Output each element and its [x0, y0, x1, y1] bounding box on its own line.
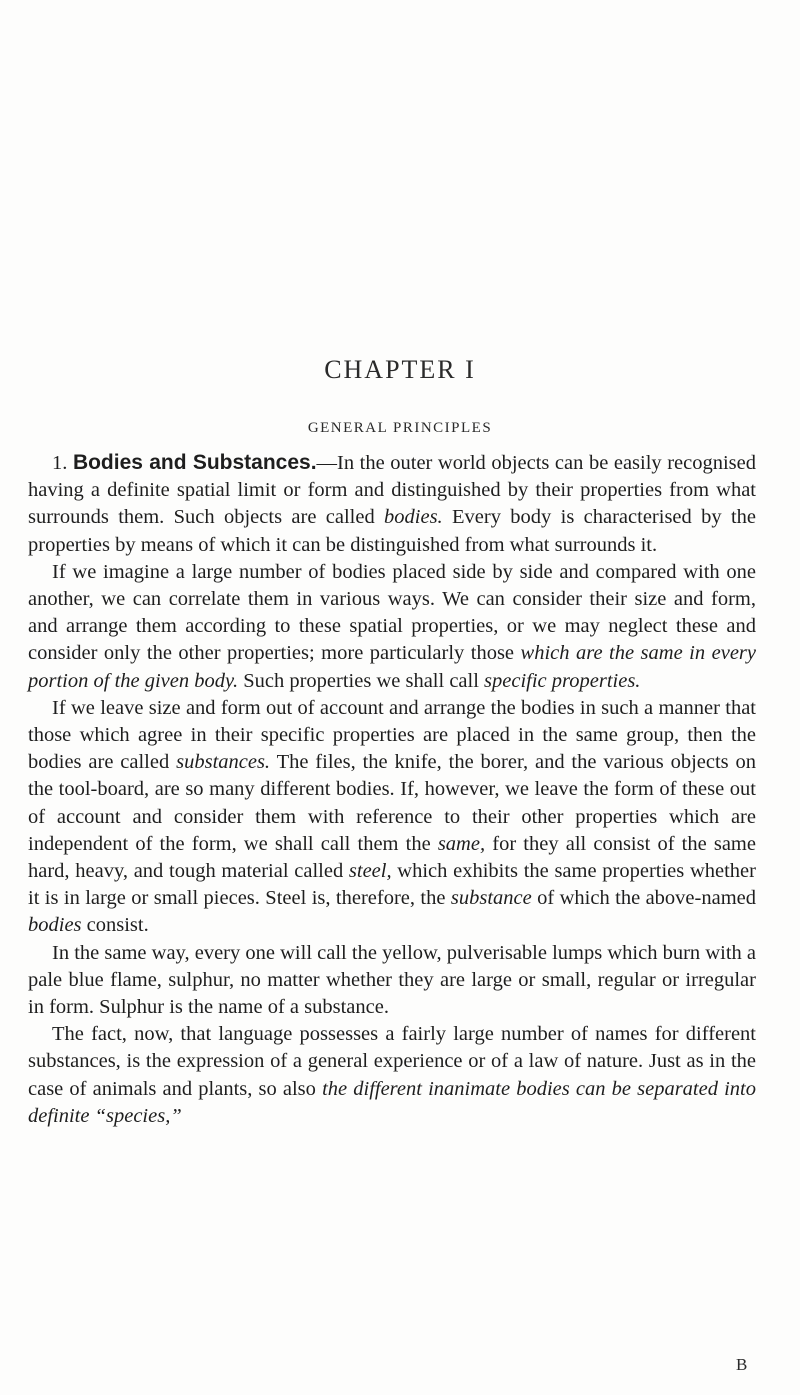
paragraph-5: [28, 1021, 756, 1130]
chapter-subtitle: GENERAL PRINCIPLES: [307, 420, 493, 436]
paragraph-text: The fact, now, that language possesses a fairly large number of names for different substances, is the expression of a general experience or of a law of nature. Just as in the case of animals and plants, so also: [28, 1023, 756, 1100]
paragraph-text: Every body is characterised by the properties by means of which it can be distinguished from what surrounds it.: [28, 506, 756, 556]
paragraph-text: which exhibits the same properties whether it is in large or small pieces. Steel is, therefore, the: [28, 860, 756, 910]
emphasis-text: bodies.: [384, 506, 443, 529]
emphasis-text: steel,: [348, 860, 392, 883]
emphasis-text: same,: [437, 832, 486, 855]
paragraph-text: If we leave size and form out of account and arrange the bodies in such a manner that those which agree in their specific properties are placed in the same group, then the bodies are called: [28, 696, 756, 774]
paragraph-text: The files, the knife, the borer, and the various objects on the tool-board, are so many different bodies. If, however, we leave the form of these out of account and consider them with reference to their other properties which are independent of the form, we shall call them the: [28, 751, 757, 855]
section-number: 1.: [52, 452, 68, 474]
paragraph-1: [28, 449, 756, 559]
paragraph-2: [28, 559, 756, 695]
emphasis-text: the different inanimate bodies can be separated into definite “species,”: [28, 1077, 756, 1127]
emphasis-text: which are the same in every portion of the given body.: [28, 642, 756, 692]
paragraph-text: of which the above-named: [531, 887, 757, 910]
paragraph-4: [28, 940, 756, 1022]
emphasis-text: substance: [450, 887, 532, 910]
paragraph-text: If we imagine a large number of bodies placed side by side and compared with one another, we can correlate them in various ways. We can consider their size and form, and arrange them according to these spatial properties, or we may neglect these and consider only the other properties; more particularly those: [28, 560, 756, 665]
paragraph-text: for they all consist of the same hard, heavy, and tough material called: [28, 832, 756, 883]
paragraph-text: —In the outer world objects can be easily recognised having a definite spatial limit or form and distinguished by their properties from what surrounds them. Such objects are called: [28, 452, 757, 529]
paragraph-text: Such properties we shall call: [238, 669, 485, 692]
body-text: [28, 449, 756, 1130]
paragraph-3: [28, 695, 756, 940]
paragraph-text: In the same way, every one will call the yellow, pulverisable lumps which burn with a pale blue flame, sulphur, no matter whether they are large or small, regular or irregular in form. Sulphur is the name of a substance.: [28, 941, 756, 1019]
chapter-title: CHAPTER I: [324, 355, 476, 384]
emphasis-text: bodies: [28, 914, 82, 937]
signature-mark: B: [736, 1355, 748, 1374]
emphasis-text: specific properties.: [484, 669, 641, 692]
section-heading: Bodies and Substances.: [72, 451, 317, 474]
emphasis-text: substances.: [176, 751, 271, 774]
paragraph-text: consist.: [81, 914, 149, 937]
